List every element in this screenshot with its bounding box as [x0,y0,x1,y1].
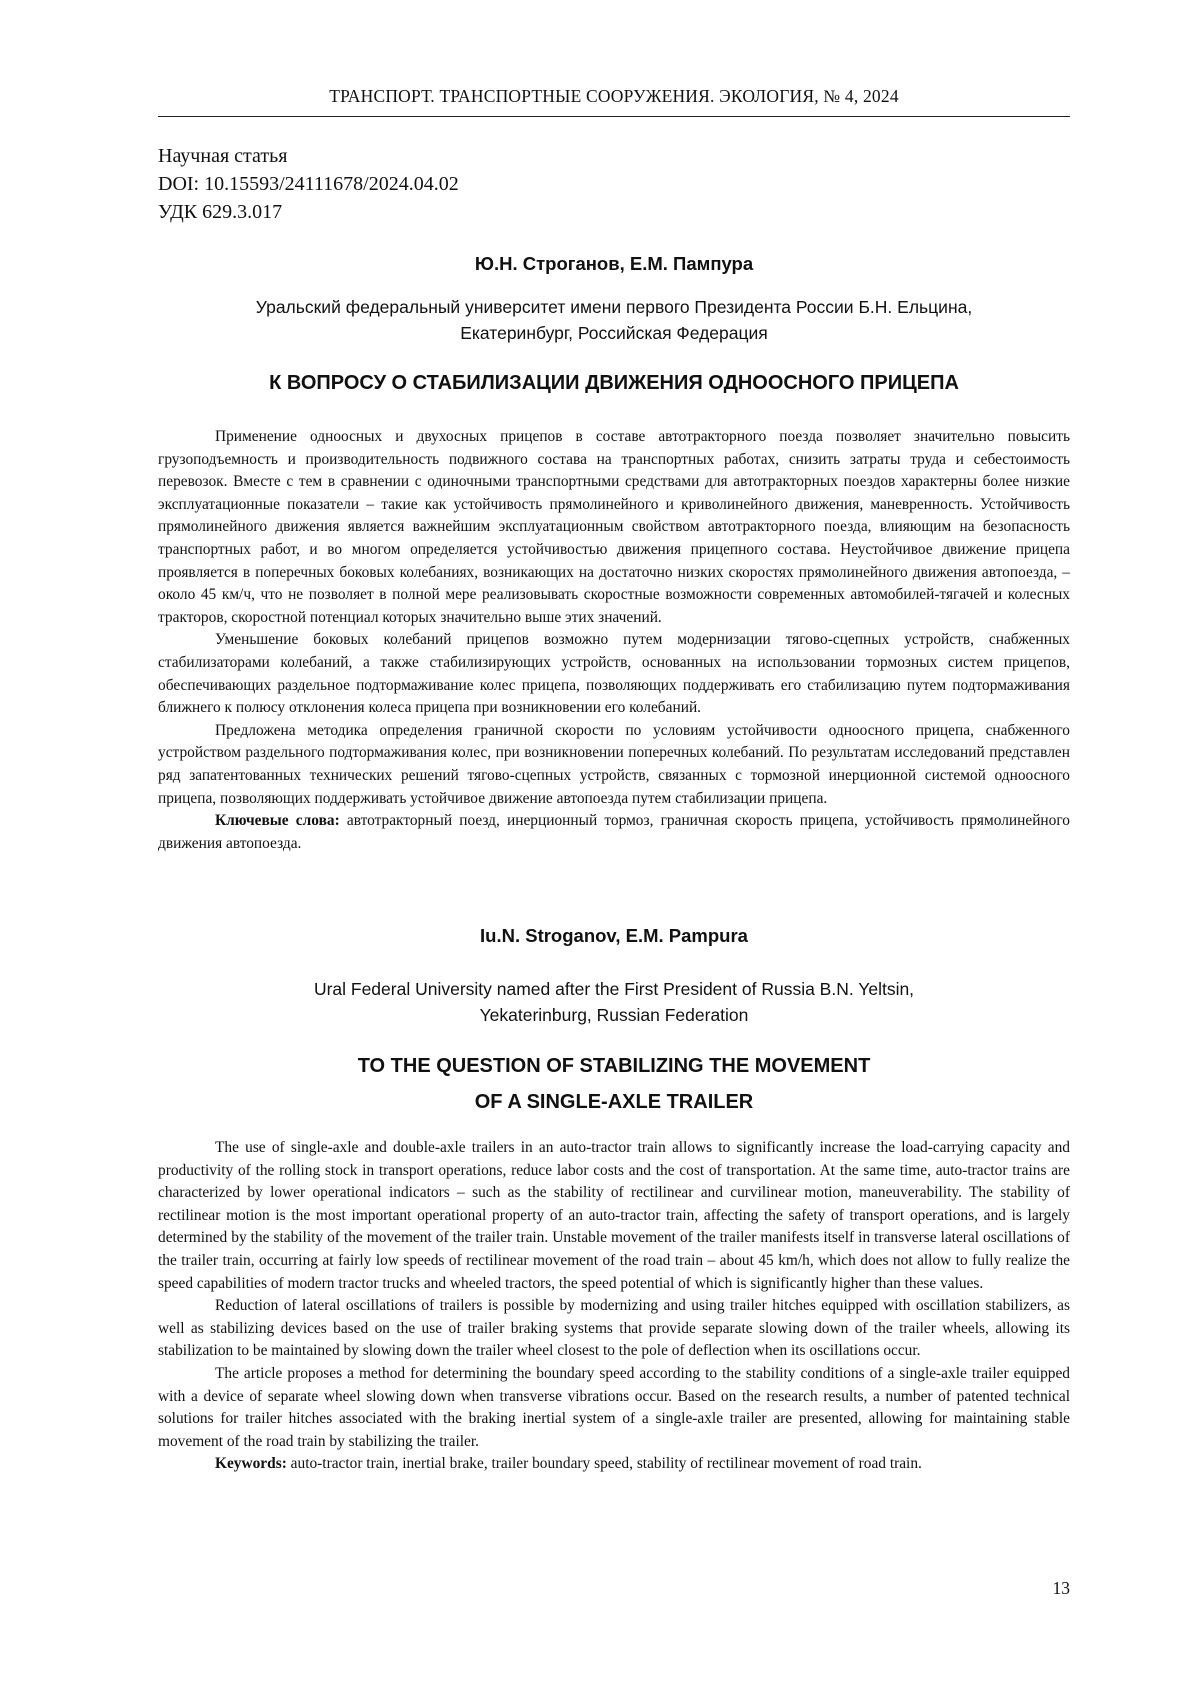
en-affiliation-line-1: Ural Federal University named after the First President of Russia B.N. Yeltsin, [313,979,915,999]
en-abstract-paragraph-2: Reduction of lateral oscillations of trailers is possible by modernizing and using trailer hitches equipped with oscillation stabilizers, as well as stabilizing devices based on the use of trailer braking systems that provide separate slowing down of the trailer wheels, allowing its stabilization to be maintained by slowing down the trailer wheel closest to the pole of deflection when its oscillations occur. [158,1297,1070,1360]
en-title-line-2: OF A SINGLE-AXLE TRAILER [474,1091,754,1113]
en-keywords [158,1453,1070,1476]
ru-affiliation-line-2: Екатеринбург, Российская Федерация [460,323,768,343]
en-affiliation-line-2: Yekaterinburg, Russian Federation [479,1005,749,1025]
en-keywords-text: auto-tractor train, inertial brake, trailer boundary speed, stability of rectilinear movement of road train. [286,1455,922,1473]
ru-abstract-paragraph-3: Предложена методика определения граничной скорости по условиям устойчивости одноосного прицепа, снабженного устройством раздельного подтормаживания колес, при возникновении поперечных колебаний. По результатам исследований представлен ряд запатентованных технических решений тягово-сцепных устройств, связанных с тормозной инерционной системой одноосного прицепа, позволяющих поддерживать устойчивое движение автопоезда путем стабилизации прицепа. [158,721,1070,807]
article-udk: УДК 629.3.017 [158,201,283,223]
ru-abstract-paragraph-1: Применение одноосных и двухосных прицепов в составе автотракторного поезда позволяет значительно повысить грузоподъемность и производительность подвижного состава на транспортных работах, снизить затраты труда и себестоимость перевозок. Вместе с тем в сравнении с одиночными транспортными средствами для автотракторных поездов характерны более низкие эксплуатационные показатели – такие как устойчивость прямолинейного и криволинейного движения, маневренность. Устойчивость прямолинейного движения является важнейшим эксплуатационным свойством автотракторного поезда, влияющим на безопасность транспортных работ, и во многом определяется устойчивостью движения прицепного состава. Неустойчивое движение прицепа проявляется в поперечных боковых колебаниях, возникающих на достаточно низких скоростях прямолинейного движения автопоезда, – около 45 км/ч, что не позволяет в полной мере реализовывать скоростные возможности современных автомобилей-тягачей и колесных тракторов, скоростной потенциал которых значительно выше этих значений. [158,428,1070,626]
article-doi: DOI: 10.15593/24111678/2024.04.02 [158,173,459,195]
article-page [158,0,1070,1698]
en-affiliation [158,976,1070,1028]
journal-running-header: ТРАНСПОРТ. ТРАНСПОРТНЫЕ СООРУЖЕНИЯ. ЭКОЛОГИЯ, № 4, 2024 [329,86,899,106]
en-authors: Iu.N. Stroganov, E.M. Pampura [480,925,748,946]
en-abstract [158,1137,1070,1476]
en-abstract-paragraph-3: The article proposes a method for determining the boundary speed according to the stability conditions of a single-axle trailer equipped with a device of separate wheel slowing down when transverse vibrations occur. Based on the research results, a number of patented technical solutions for trailer hitches associated with the braking inertial system of a single-axle trailer are presented, allowing for maintaining stable movement of the road train by stabilizing the trailer. [158,1364,1070,1450]
ru-affiliation-line-1: Уральский федеральный университет имени первого Президента России Б.Н. Ельцина, [255,297,973,317]
ru-affiliation [158,294,1070,346]
ru-authors: Ю.Н. Строганов, Е.М. Пампура [474,253,754,274]
header-divider [158,116,1070,117]
ru-keywords-text: автотракторный поезд, инерционный тормоз, граничная скорость прицепа, устойчивость прямолинейного движения автопоезда. [158,812,1070,852]
en-title-line-1: TO THE QUESTION OF STABILIZING THE MOVEMENT [357,1055,871,1077]
en-abstract-paragraph-1: The use of single-axle and double-axle trailers in an auto-tractor train allows to significantly increase the load-carrying capacity and productivity of the rolling stock in transport operations, reduce labor costs and the cost of transportation. At the same time, auto-tractor trains are characterized by lower operational indicators – such as the stability of rectilinear and curvilinear motion, maneuverability. The stability of rectilinear motion is the most important operational property of an auto-tractor train, affecting the safety of transport operations, and is largely determined by the stability of the movement of the trailer train. Unstable movement of the trailer manifests itself in transverse lateral oscillations of the trailer train, occurring at fairly low speeds of rectilinear movement of the road train – about 45 km/h, which does not allow to fully realize the speed capabilities of modern tractor trucks and wheeled tractors, the speed potential of which is significantly higher than these values. [158,1139,1070,1292]
en-keywords-label: Keywords: [215,1455,287,1473]
page-number: 13 [1052,1578,1070,1598]
article-meta [158,142,1070,226]
ru-abstract [158,426,1070,855]
ru-keywords-label: Ключевые слова: [215,812,340,830]
ru-article-title: К ВОПРОСУ О СТАБИЛИЗАЦИИ ДВИЖЕНИЯ ОДНООСНОГО ПРИЦЕПА [269,372,959,394]
article-type: Научная статья [158,145,288,167]
ru-abstract-paragraph-2: Уменьшение боковых колебаний прицепов возможно путем модернизации тягово-сцепных устройств, снабженных стабилизаторами колебаний, а также стабилизирующих устройств, основанных на использовании тормозных систем прицепов, обеспечивающих раздельное подтормаживание колес прицепа, позволяющих поддерживать его стабилизацию путем подтормаживания ближнего к полюсу отклонения колеса прицепа при возникновении его колебаний. [158,631,1070,717]
en-article-title [158,1048,1070,1120]
ru-keywords [158,810,1070,855]
